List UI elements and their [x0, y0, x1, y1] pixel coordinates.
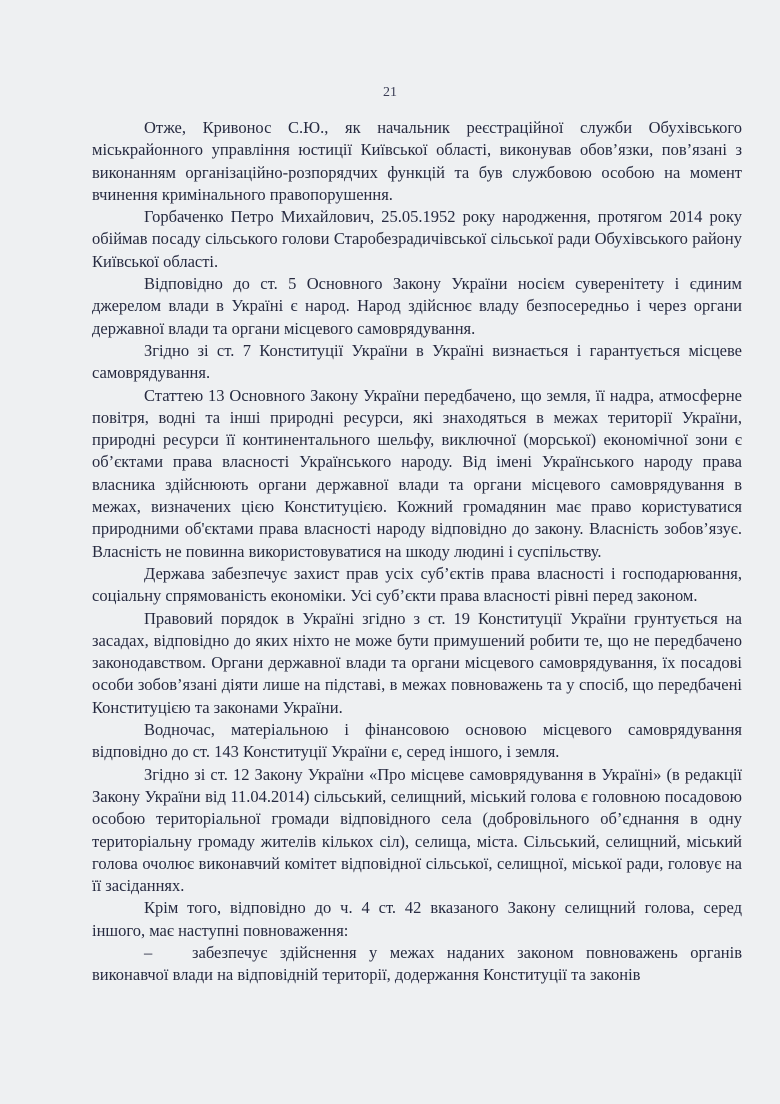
paragraph-1: Отже, Кривонос С.Ю., як начальник реєстраційної служби Обухівського міськрайонного управління юстиції Київської області, виконував обов’язки, пов’язані з виконанням організаційно-розпорядчих функцій та був службовою особою на момент вчинення кримінального правопорушення.: [92, 118, 742, 204]
paragraph-8: Водночас, матеріальною і фінансовою основою місцевого самоврядування відповідно до ст. 143 Конституції України є, серед іншого, і земля.: [92, 720, 742, 762]
document-body: [92, 117, 742, 987]
paragraph-4: Згідно зі ст. 7 Конституції України в Україні визнається і гарантується місцеве самоврядування.: [92, 340, 742, 383]
list-marker: –: [144, 942, 153, 962]
paragraph-7: Правовий порядок в Україні згідно з ст. 19 Конституції України грунтується на засадах, відповідно до яких ніхто не може бути примушений робити те, що не передбачено законодавством. Органи державної влади та органи місцевого самоврядування, їх посадові особи зобов’язані діяти лише на підставі, в межах повноважень та у спосіб, що передбачені Конституцією та законами України.: [92, 608, 742, 717]
paragraph-2: Горбаченко Петро Михайлович, 25.05.1952 року народження, протягом 2014 року обіймав посаду сільського голови Старобезрадичівської сільської ради Обухівського району Київської області.: [92, 207, 742, 271]
list-item: [92, 942, 742, 987]
list-item-text: забезпечує здійснення у межах наданих законом повноважень органів виконавчої влади на відповідній території, додержання Конституції та законів: [92, 942, 742, 985]
paragraph-5: Статтею 13 Основного Закону України передбачено, що земля, її надра, атмосферне повітря, водні та інші природні ресурси, які знаходяться в межах території України, природні ресурси її континентального шельфу, виключної (морської) економічної зони є об’єктами права власності Українського народу. Від імені Українського народу права власника здійснюють органи державної влади та органи місцевого самоврядування в межах, визначених цією Конституцією. Кожний громадянин має право користуватися природними об'єктами права власності народу відповідно до закону. Власність зобов’язує. Власність не повинна використовуватися на шкоду людині і суспільству.: [92, 385, 742, 561]
page-number: 21: [383, 85, 397, 100]
paragraph-6: Держава забезпечує захист прав усіх суб’єктів права власності і господарювання, соціальну спрямованість економіки. Усі суб’єкти права власності рівні перед законом.: [92, 563, 742, 606]
paragraph-3: Відповідно до ст. 5 Основного Закону України носієм суверенітету і єдиним джерелом влади в Україні є народ. Народ здійснює владу безпосередньо і через органи державної влади та органи місцевого самоврядування.: [92, 274, 742, 338]
paragraph-10: Крім того, відповідно до ч. 4 ст. 42 вказаного Закону селищний голова, серед іншого, має наступні повноваження:: [92, 898, 742, 940]
paragraph-9: Згідно зі ст. 12 Закону України «Про місцеве самоврядування в Україні» (в редакції Закону України від 11.04.2014) сільський, селищний, міський голова є головною посадовою особою територіальної громади відповідного села (добровільного об’єднання в одну територіальну громаду жителів кількох сіл), селища, міста. Сільський, селищний, міський голова очолює виконавчий комітет відповідної сільської, селищної, міської ради, головує на її засіданнях.: [92, 764, 742, 896]
